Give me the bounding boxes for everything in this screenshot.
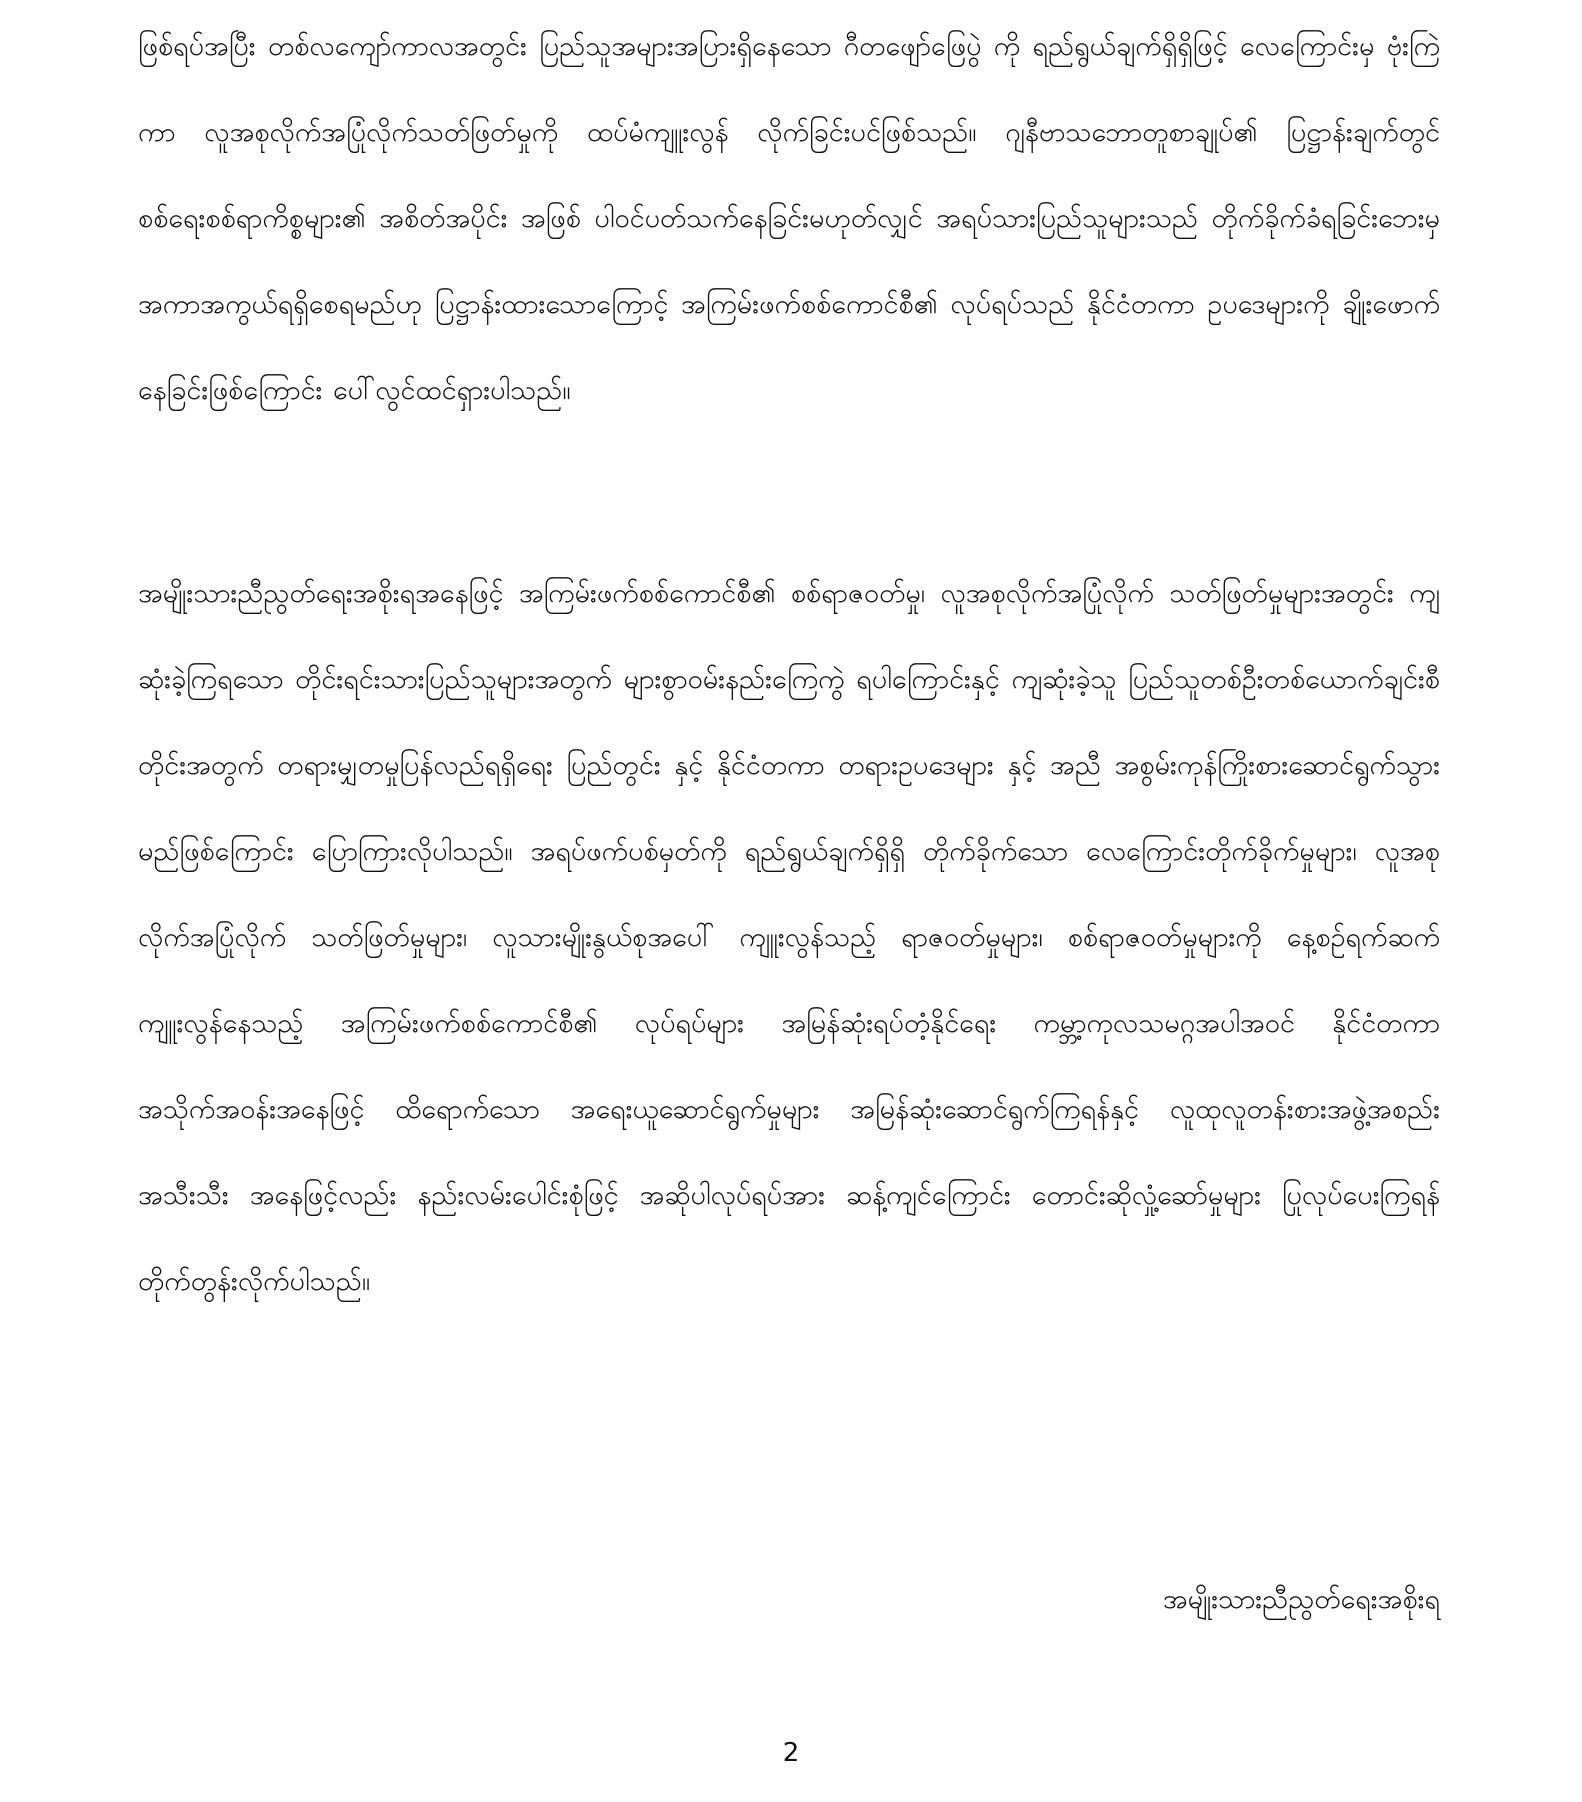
paragraph-2: အမျိုးသားညီညွတ်ရေးအစိုးရအနေဖြင့် အကြမ်းဖက်စစ်ကောင်စီ၏ စစ်ရာဇဝတ်မှု၊ လူအစုလိုက်အပြုံလိုက် သတ်ဖြတ်မှုများအတွင်း ကျဆုံးခဲ့ကြရသော တိုင်းရင်းသားပြည်သူများအတွက် များစွာဝမ်းနည်းကြေကွဲ ရပါကြောင်းနှင့် ကျဆုံးခဲ့သူ ပြည်သူတစ်ဦးတစ်ယောက်ချင်းစီတိုင်းအတွက် တရားမျှတမှုပြန်လည်ရရှိရေး ပြည်တွင်း နှင့် နိုင်ငံတကာ တရားဥပဒေများ နှင့် အညီ အစွမ်းကုန်ကြိုးစားဆောင်ရွက်သွားမည်ဖြစ်ကြောင်း ပြောကြားလိုပါသည်။ အရပ်ဖက်ပစ်မှတ်ကို ရည်ရွယ်ချက်ရှိရှိ တိုက်ခိုက်သော လေကြောင်းတိုက်ခိုက်မှုများ၊ လူအစုလိုက်အပြုံလိုက် သတ်ဖြတ်မှုများ၊ လူသားမျိုးနွယ်စုအပေါ် ကျူးလွန်သည့် ရာဇဝတ်မှုများ၊ စစ်ရာဇဝတ်မှုများကို နေ့စဉ်ရက်ဆက် ကျူးလွန်နေသည့် အကြမ်းဖက်စစ်ကောင်စီ၏ လုပ်ရပ်များ အမြန်ဆုံးရပ်တံ့နိုင်ရေး ကမ္ဘာ့ကုလသမဂ္ဂအပါအဝင် နိုင်ငံတကာအသိုက်အဝန်းအနေဖြင့် ထိရောက်သော အရေးယူဆောင်ရွက်မှုများ အမြန်ဆုံးဆောင်ရွက်ကြရန်နှင့် လူထုလူတန်းစားအဖွဲ့အစည်း အသီးသီး အနေဖြင့်လည်း နည်းလမ်းပေါင်းစုံဖြင့် အဆိုပါလုပ်ရပ်အား ဆန့်ကျင်ကြောင်း တောင်းဆိုလှုံ့ဆော်မှုများ ပြုလုပ်ပေးကြရန် တိုက်တွန်းလိုက်ပါသည်။ (138, 578, 1440, 1297)
signature-line: အမျိုးသားညီညွတ်ရေးအစိုးရ (1162, 1584, 1440, 1615)
page-number: 2 (782, 1738, 800, 1768)
paragraph-1: ဖြစ်ရပ်အပြီး တစ်လကျော်ကာလအတွင်း ပြည်သူအများအပြားရှိနေသော ဂီတဖျော်ဖြေပွဲ ကို ရည်ရွယ်ချက်ရှိရှိဖြင့် လေကြောင်းမှ ဗုံးကြဲကာ လူအစုလိုက်အပြုံလိုက်သတ်ဖြတ်မှုကို ထပ်မံကျူးလွန် လိုက်ခြင်းပင်ဖြစ်သည်။ ဂျနီဗာသဘောတူစာချုပ်၏ ပြဋ္ဌာန်းချက်တွင် စစ်ရေးစစ်ရာကိစ္စများ၏ အစိတ်အပိုင်း အဖြစ် ပါဝင်ပတ်သက်နေခြင်းမဟုတ်လျှင် အရပ်သားပြည်သူများသည် တိုက်ခိုက်ခံရခြင်းဘေးမှ အကာအကွယ်ရရှိစေရမည်ဟု ပြဋ္ဌာန်းထားသောကြောင့် အကြမ်းဖက်စစ်ကောင်စီ၏ လုပ်ရပ်သည် နိုင်ငံတကာ ဥပဒေများကို ချိုးဖောက်နေခြင်းဖြစ်ကြောင်း ပေါ်လွင်ထင်ရှားပါသည်။ (138, 31, 1440, 406)
